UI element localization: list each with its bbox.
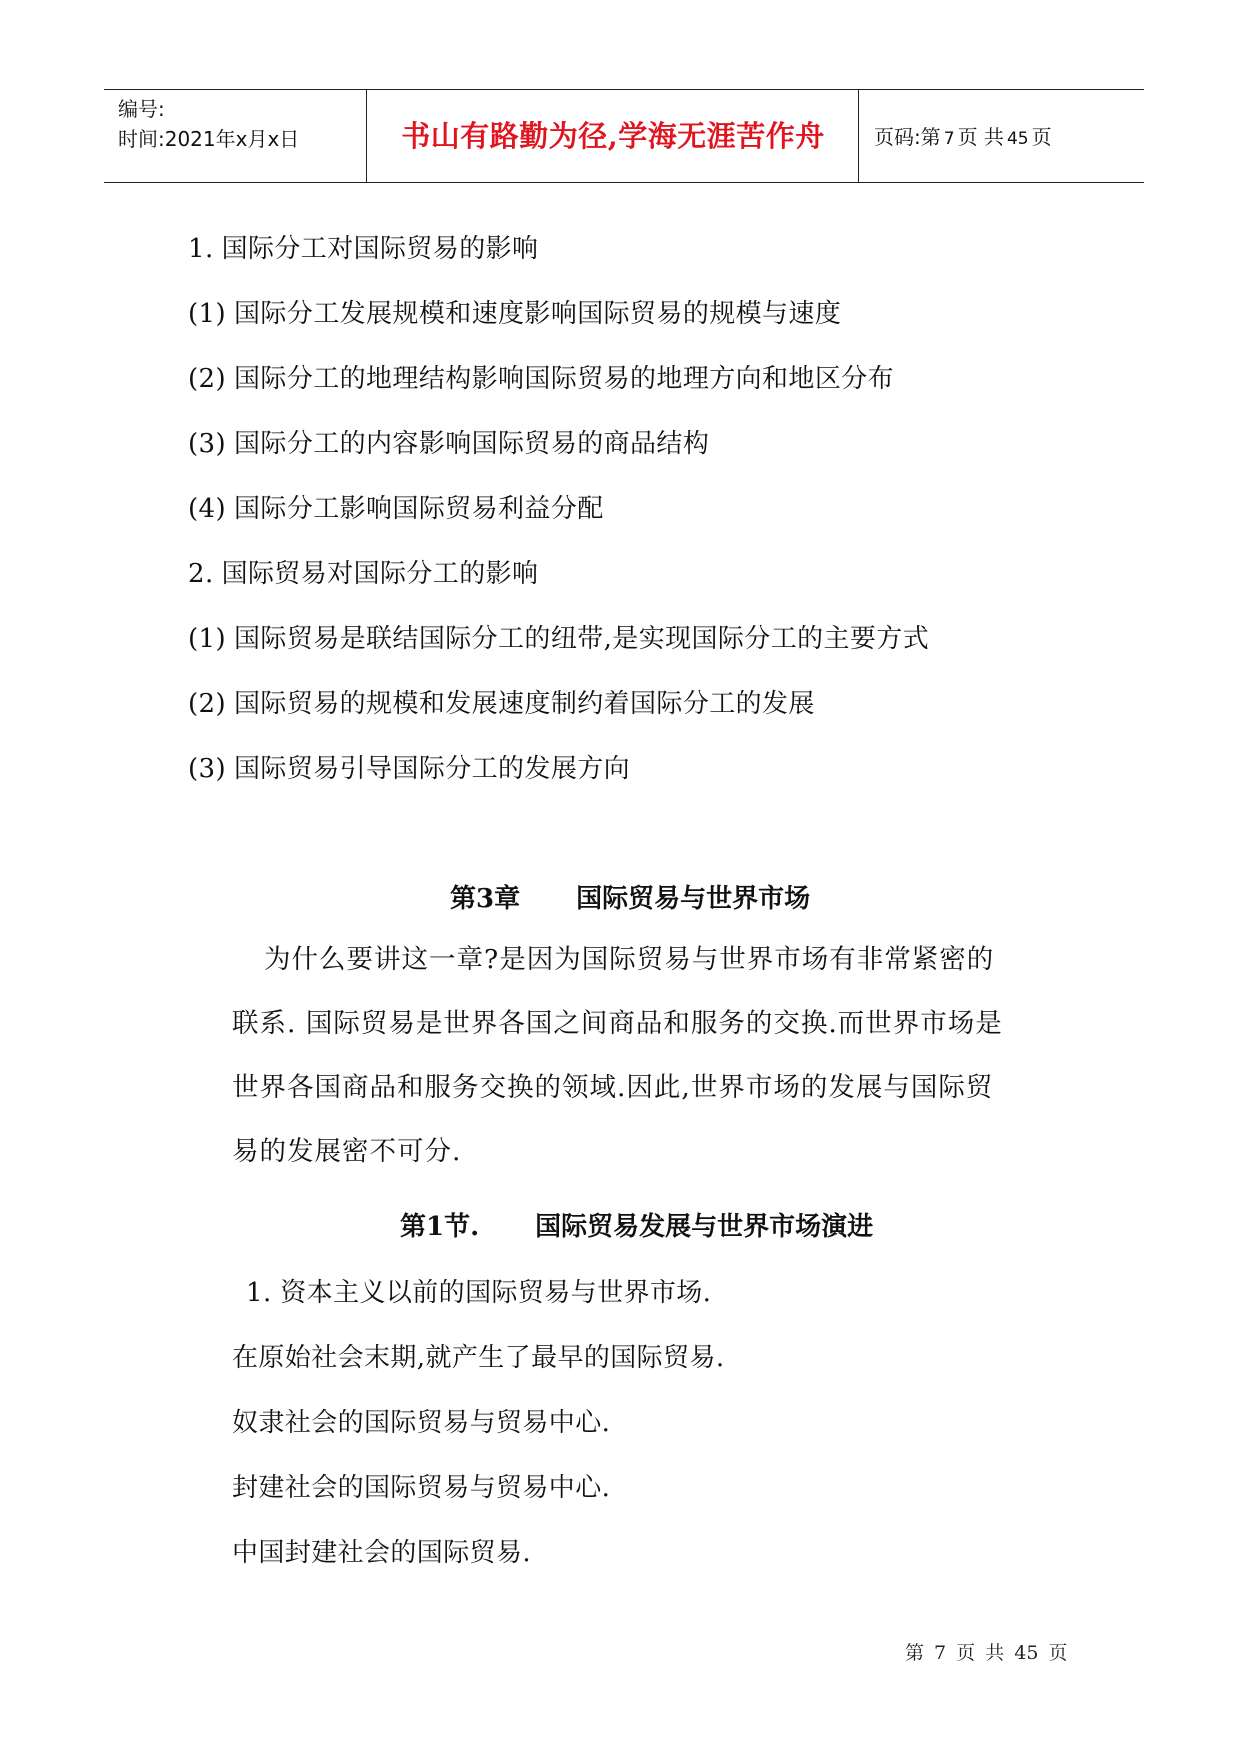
page-total: 45 (1006, 129, 1029, 149)
list-item (188, 683, 815, 720)
section-title: 国际贸易发展与世界市场演进 (535, 1212, 874, 1242)
section-number: 第1节. (400, 1212, 480, 1242)
page-mid: 页 共 (957, 125, 1004, 149)
list-item (188, 748, 630, 785)
list-item (188, 618, 929, 655)
list-item-text: 国际分工的地理结构影响国际贸易的地理方向和地区分布 (234, 364, 895, 394)
serial-label: 编号: (118, 97, 165, 121)
section-line: 中国封建社会的国际贸易. (232, 1538, 532, 1568)
section-heading (400, 1206, 873, 1243)
list-item-label: 1. (188, 234, 214, 264)
section-line: 1. 资本主义以前的国际贸易与世界市场. (246, 1278, 712, 1308)
section-line: 在原始社会末期,就产生了最早的国际贸易. (232, 1343, 725, 1373)
list-item-label: (4) (188, 494, 227, 524)
header-motto: 书山有路勤为径,学海无涯苦作舟 (401, 119, 825, 153)
page-prefix: 页码:第 (874, 125, 941, 149)
header-divider (858, 90, 859, 182)
list-item-text: 国际贸易引导国际分工的发展方向 (234, 754, 631, 784)
paragraph-line: 世界各国商品和服务交换的领域.因此,世界市场的发展与国际贸 (232, 1072, 994, 1103)
paragraph-line: 易的发展密不可分. (232, 1136, 462, 1167)
section-line: 奴隶社会的国际贸易与贸易中心. (232, 1408, 611, 1438)
page-header (104, 89, 1144, 183)
list-item (188, 423, 709, 460)
list-item-label: (3) (188, 429, 227, 459)
chapter-title: 国际贸易与世界市场 (576, 884, 811, 914)
page-footer: 第 7 页 共 45 页 (905, 1642, 1068, 1664)
section-line: 封建社会的国际贸易与贸易中心. (232, 1473, 611, 1503)
list-item-label: (1) (188, 624, 227, 654)
list-item-label: 2. (188, 559, 214, 589)
list-item-label: (2) (188, 689, 227, 719)
list-item (188, 358, 894, 395)
list-item-text: 国际分工影响国际贸易利益分配 (234, 494, 604, 524)
time-label: 时间:2021年x月x日 (118, 127, 300, 151)
list-item (188, 488, 604, 525)
header-meta (118, 94, 299, 154)
list-item-text: 国际贸易对国际分工的影响 (221, 559, 539, 589)
list-item-text: 国际分工发展规模和速度影响国际贸易的规模与速度 (234, 299, 842, 329)
header-divider (366, 90, 367, 182)
list-item-label: (1) (188, 299, 227, 329)
page-current: 7 (943, 129, 955, 149)
paragraph-line: 联系. 国际贸易是世界各国之间商品和服务的交换.而世界市场是 (232, 1008, 1003, 1039)
list-item-label: (3) (188, 754, 227, 784)
list-item (188, 553, 538, 590)
header-page-number (874, 121, 1052, 150)
list-item-text: 国际贸易的规模和发展速度制约着国际分工的发展 (234, 689, 815, 719)
list-item-label: (2) (188, 364, 227, 394)
list-item (188, 293, 841, 330)
list-item (188, 228, 538, 265)
chapter-intro (232, 928, 1062, 1184)
list-item-text: 国际贸易是联结国际分工的纽带,是实现国际分工的主要方式 (234, 624, 930, 654)
chapter-number: 第3章 (450, 884, 521, 914)
list-item-text: 国际分工对国际贸易的影响 (221, 234, 539, 264)
page-suffix: 页 (1031, 125, 1052, 149)
paragraph-line: 为什么要讲这一章?是因为国际贸易与世界市场有非常紧密的 (264, 944, 995, 975)
list-item-text: 国际分工的内容影响国际贸易的商品结构 (234, 429, 710, 459)
chapter-heading (450, 878, 810, 915)
